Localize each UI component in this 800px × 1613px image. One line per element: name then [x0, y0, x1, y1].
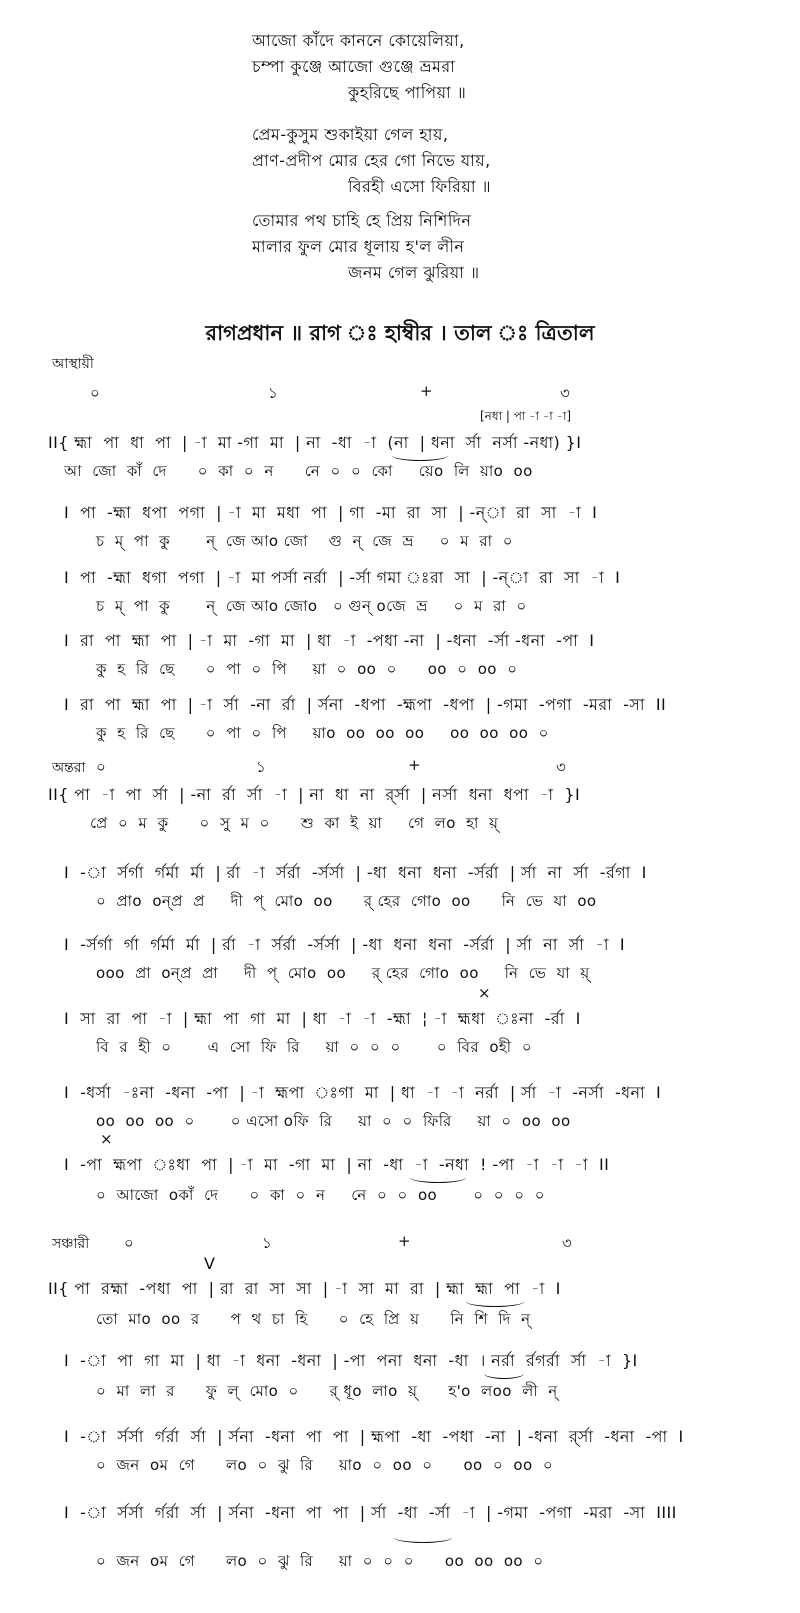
- bol-row: [48, 1380, 788, 1410]
- bracket-annotation: [নধা | পা -া -া -া]: [480, 409, 572, 423]
- beat-marker: ৩: [562, 1234, 572, 1252]
- bol-row: [48, 1454, 788, 1484]
- bol-line: কু হ রি ছে ০ পা ০ পি য়াo oo oo oo oo oo oo ০: [96, 724, 549, 742]
- notation-row: [48, 565, 788, 595]
- notation-row: [48, 1080, 788, 1110]
- swara-line: II{ পা রহ্মা -পধা পা | রা রা সা সা | -া সা মা রা | হ্মা হ্মা পা -া I: [48, 1279, 561, 1298]
- notation-row: [48, 782, 788, 812]
- beat-marker: ১: [262, 1234, 272, 1252]
- lyric-line: তোমার পথ চাহি হে প্রিয় নিশিদিন: [252, 211, 472, 230]
- beat-marker: +: [408, 756, 421, 774]
- section-label-sanchari: সঞ্চারী: [52, 1236, 90, 1252]
- lyric-line: আজো কাঁদে কাননে কোয়েলিয়া,: [252, 31, 465, 50]
- bol-line: ০ জন oম গে লo ০ ঝু রি য়া ০ ০ ০ oo oo oo ০: [96, 1552, 544, 1570]
- meend-arc: [484, 1368, 524, 1379]
- bol-row: [48, 812, 788, 842]
- section-label-asthayi: আস্থায়ী: [52, 356, 94, 372]
- lyric-line: প্রাণ-প্রদীপ মোর হের গো নিভে যায়,: [252, 151, 491, 170]
- beat-marker: ৩: [556, 758, 566, 776]
- swara-line: I পা -হ্মা ধগা পগা | -া মা পর্সা নর্রা | -র্সা গমা ঃরা সা | -ন্‌া রা সা -া I: [64, 568, 621, 587]
- bol-line: ০ আজো oকাঁ দে ০ কা ০ ন নে ০ ০ oo ০ ০ ০ ০: [96, 1186, 545, 1204]
- bol-row: [48, 1110, 788, 1140]
- notation-row: [48, 860, 788, 890]
- bol-line: চ ম্‌ পা কু ন্‌ জে আo জো গু ন্‌ জে ভ্র ০ ম রা ০: [96, 532, 513, 550]
- swara-line: I -া র্সর্সা র্গর্রা র্সা | র্সনা -ধনা পা পা | র্সা -ধা -র্সা -া | -গমা -পগা -মরা -সা IIII: [64, 1503, 677, 1522]
- bol-row: [48, 722, 788, 752]
- notation-row: [48, 1006, 788, 1036]
- bol-row: [48, 530, 788, 560]
- lyric-line: কুহরিছে পাপিয়া ॥: [348, 83, 467, 102]
- notation-row: [48, 500, 788, 530]
- bol-line: আ জো কাঁ দে ০ কা ০ ন নে ০ ০ কো য়েo লি য়াo oo: [64, 462, 533, 480]
- notation-row: [48, 628, 788, 658]
- notation-row: [48, 1276, 788, 1306]
- notation-row: [48, 692, 788, 722]
- beat-marker: ০: [124, 1234, 134, 1252]
- bol-line: কু হ রি ছে ০ পা ০ পি য়া ০ oo ০ oo ০ oo ০: [96, 660, 518, 678]
- section-label-antara: অন্তরা: [52, 760, 86, 776]
- bol-line: ০ প্রাo oন্‌প্র প্র দী প্‌ মোo oo র্‌ হের গোo oo নি ভে যা oo: [96, 892, 597, 910]
- swara-line: I -া র্সর্সা র্গর্রা র্সা | র্সনা -ধনা পা পা | হ্মপা -ধা -পধা -না | -ধনা র্র্সা -ধনা -পা I: [64, 1427, 684, 1446]
- notation-row: [48, 1500, 788, 1530]
- bol-row: [48, 962, 788, 992]
- swara-line: I -া র্সর্গা র্গর্মা র্মা | র্রা -া র্সর্রা -র্সর্সা | -ধা ধনা ধনা -র্সর্রা | র্সা না র্সা -র্রগা I: [64, 863, 647, 882]
- bol-row: [48, 460, 788, 490]
- beat-marker: ০: [96, 758, 106, 776]
- beat-marker: +: [420, 382, 433, 400]
- bol-line: ০ জন oম গে লo ০ ঝু রি য়াo ০ oo ০ oo ০ oo ০: [96, 1456, 554, 1474]
- beat-marker: ১: [256, 758, 266, 776]
- swara-line: I রা পা হ্মা পা | -া র্সা -না র্রা | র্সনা -ধপা -হ্মপা -ধপা | -গমা -পগা -মরা -সা II: [64, 695, 667, 714]
- bol-row: [48, 595, 788, 625]
- swara-line: I সা রা পা -া | হ্মা পা গা মা | ধা -া -া -হ্মা ¦ -া হ্মধা ঃনা -র্রা I: [64, 1009, 581, 1028]
- beat-marker: ০: [90, 384, 100, 402]
- notation-row: [48, 1424, 788, 1454]
- bol-line: চ ম্‌ পা কু ন্‌ জে আo জোo ০ গুন্‌ oজে ভ্র ০ ম রা ০: [96, 597, 527, 615]
- beat-marker: +: [398, 1232, 411, 1250]
- v-mark: V: [204, 1254, 215, 1273]
- swara-line: I পা -হ্মা ধপা পগা | -া মা মধা পা | গা -মা রা সা | -ন্‌া রা সা -া I: [64, 503, 598, 522]
- bol-line: বি র হী ০ এ সো ফি রি য়া ০ ০ ০ ০ বির oহী ০: [96, 1038, 532, 1056]
- swara-line: I -র্সর্গা র্গা র্গর্মা র্মা | র্রা -া র্সর্রা -র্সর্সা | -ধা ধনা ধনা -র্সর্রা | র্সা না র্সা -া I: [64, 935, 625, 954]
- bol-row: [48, 658, 788, 688]
- meend-arc: [394, 1532, 452, 1543]
- lyric-line: প্রেম-কুসুম শুকাইয়া গেল হায়,: [252, 125, 449, 144]
- bol-line: তো মাo oo র প থ চা হি ০ হে প্রি য় নি শি দি ন্‌: [96, 1310, 531, 1328]
- raga-tala-title: রাগপ্রধান ॥ রাগ ঃ হাম্বীর । তাল ঃ ত্রিতাল: [205, 321, 595, 345]
- bol-line: প্রে ০ ম কু ০ সু ম ০ শু কা ই য়া গে লo হা য়্‌: [90, 814, 499, 832]
- meend-arc: [466, 1296, 524, 1307]
- bol-row: [48, 1036, 788, 1066]
- bol-row: [48, 1308, 788, 1338]
- swara-line: I রা পা হ্মা পা | -া মা -গা মা | ধা -া -পধা -না | -ধনা -র্সা -ধনা -পা I: [64, 631, 595, 650]
- cross-mark: ×: [478, 984, 491, 1002]
- swara-line: I -পা হ্মপা ঃধা পা | -া মা -গা মা | না -ধা -া -নধা ! -পা -া -া -া II: [64, 1155, 610, 1174]
- notation-row: [48, 1348, 788, 1378]
- swara-line: I -া পা গা মা | ধা -া ধনা -ধনা | -পা পনা ধনা -ধা । নর্রা র্রগর্রা র্সা -া }I: [64, 1351, 638, 1370]
- bol-row: [48, 1184, 788, 1214]
- swara-line: II{ হ্মা পা ধা পা | -া মা -গা মা | না -ধা -া (না | ধনা র্সা নর্সা -নধা) }I: [48, 433, 582, 452]
- bol-line: ০ মা লা র ফু ল্‌ মোo ০ র্‌ ধূo লাo য়্‌ হ'o লoo লী ন্‌: [96, 1382, 558, 1400]
- swara-line: I -ধর্সা -ঃনা -ধনা -পা | -া হ্মপা ঃগা মা | ধা -া -া নর্রা | র্সা -া -নর্সা -ধনা I: [64, 1083, 662, 1102]
- beat-marker: ৩: [560, 384, 570, 402]
- bol-row: [48, 890, 788, 920]
- lyric-line: জনম গেল ঝুরিয়া ॥: [348, 263, 480, 282]
- beat-marker: ১: [268, 384, 278, 402]
- notation-row: [48, 932, 788, 962]
- bol-row: [48, 1550, 788, 1580]
- swara-line: II{ পা -া পা র্সা | -না র্রা র্সা -া | না ধা না র্র্সা | নর্সা ধনা ধপা -া }I: [48, 785, 581, 804]
- lyric-line: বিরহী এসো ফিরিয়া ॥: [348, 177, 492, 196]
- bol-line: oo oo oo ০ ০ এসো oফি রি য়া ০ ০ ফিরি য়া ০ oo oo: [96, 1112, 571, 1130]
- cross-mark: ×: [100, 1130, 113, 1148]
- lyric-line: মালার ফুল মোর ধূলায় হ'ল লীন: [252, 237, 465, 256]
- meend-arc: [410, 1172, 466, 1183]
- bol-line: ooo প্রা oন্‌প্র প্রা দী প্‌ মোo oo র্‌ হের গোo oo নি ভে যা য়্‌: [96, 964, 590, 982]
- lyric-line: চম্পা কুঞ্জে আজো গুঞ্জে ভ্রমরা: [252, 57, 456, 76]
- meend-arc: [392, 450, 448, 461]
